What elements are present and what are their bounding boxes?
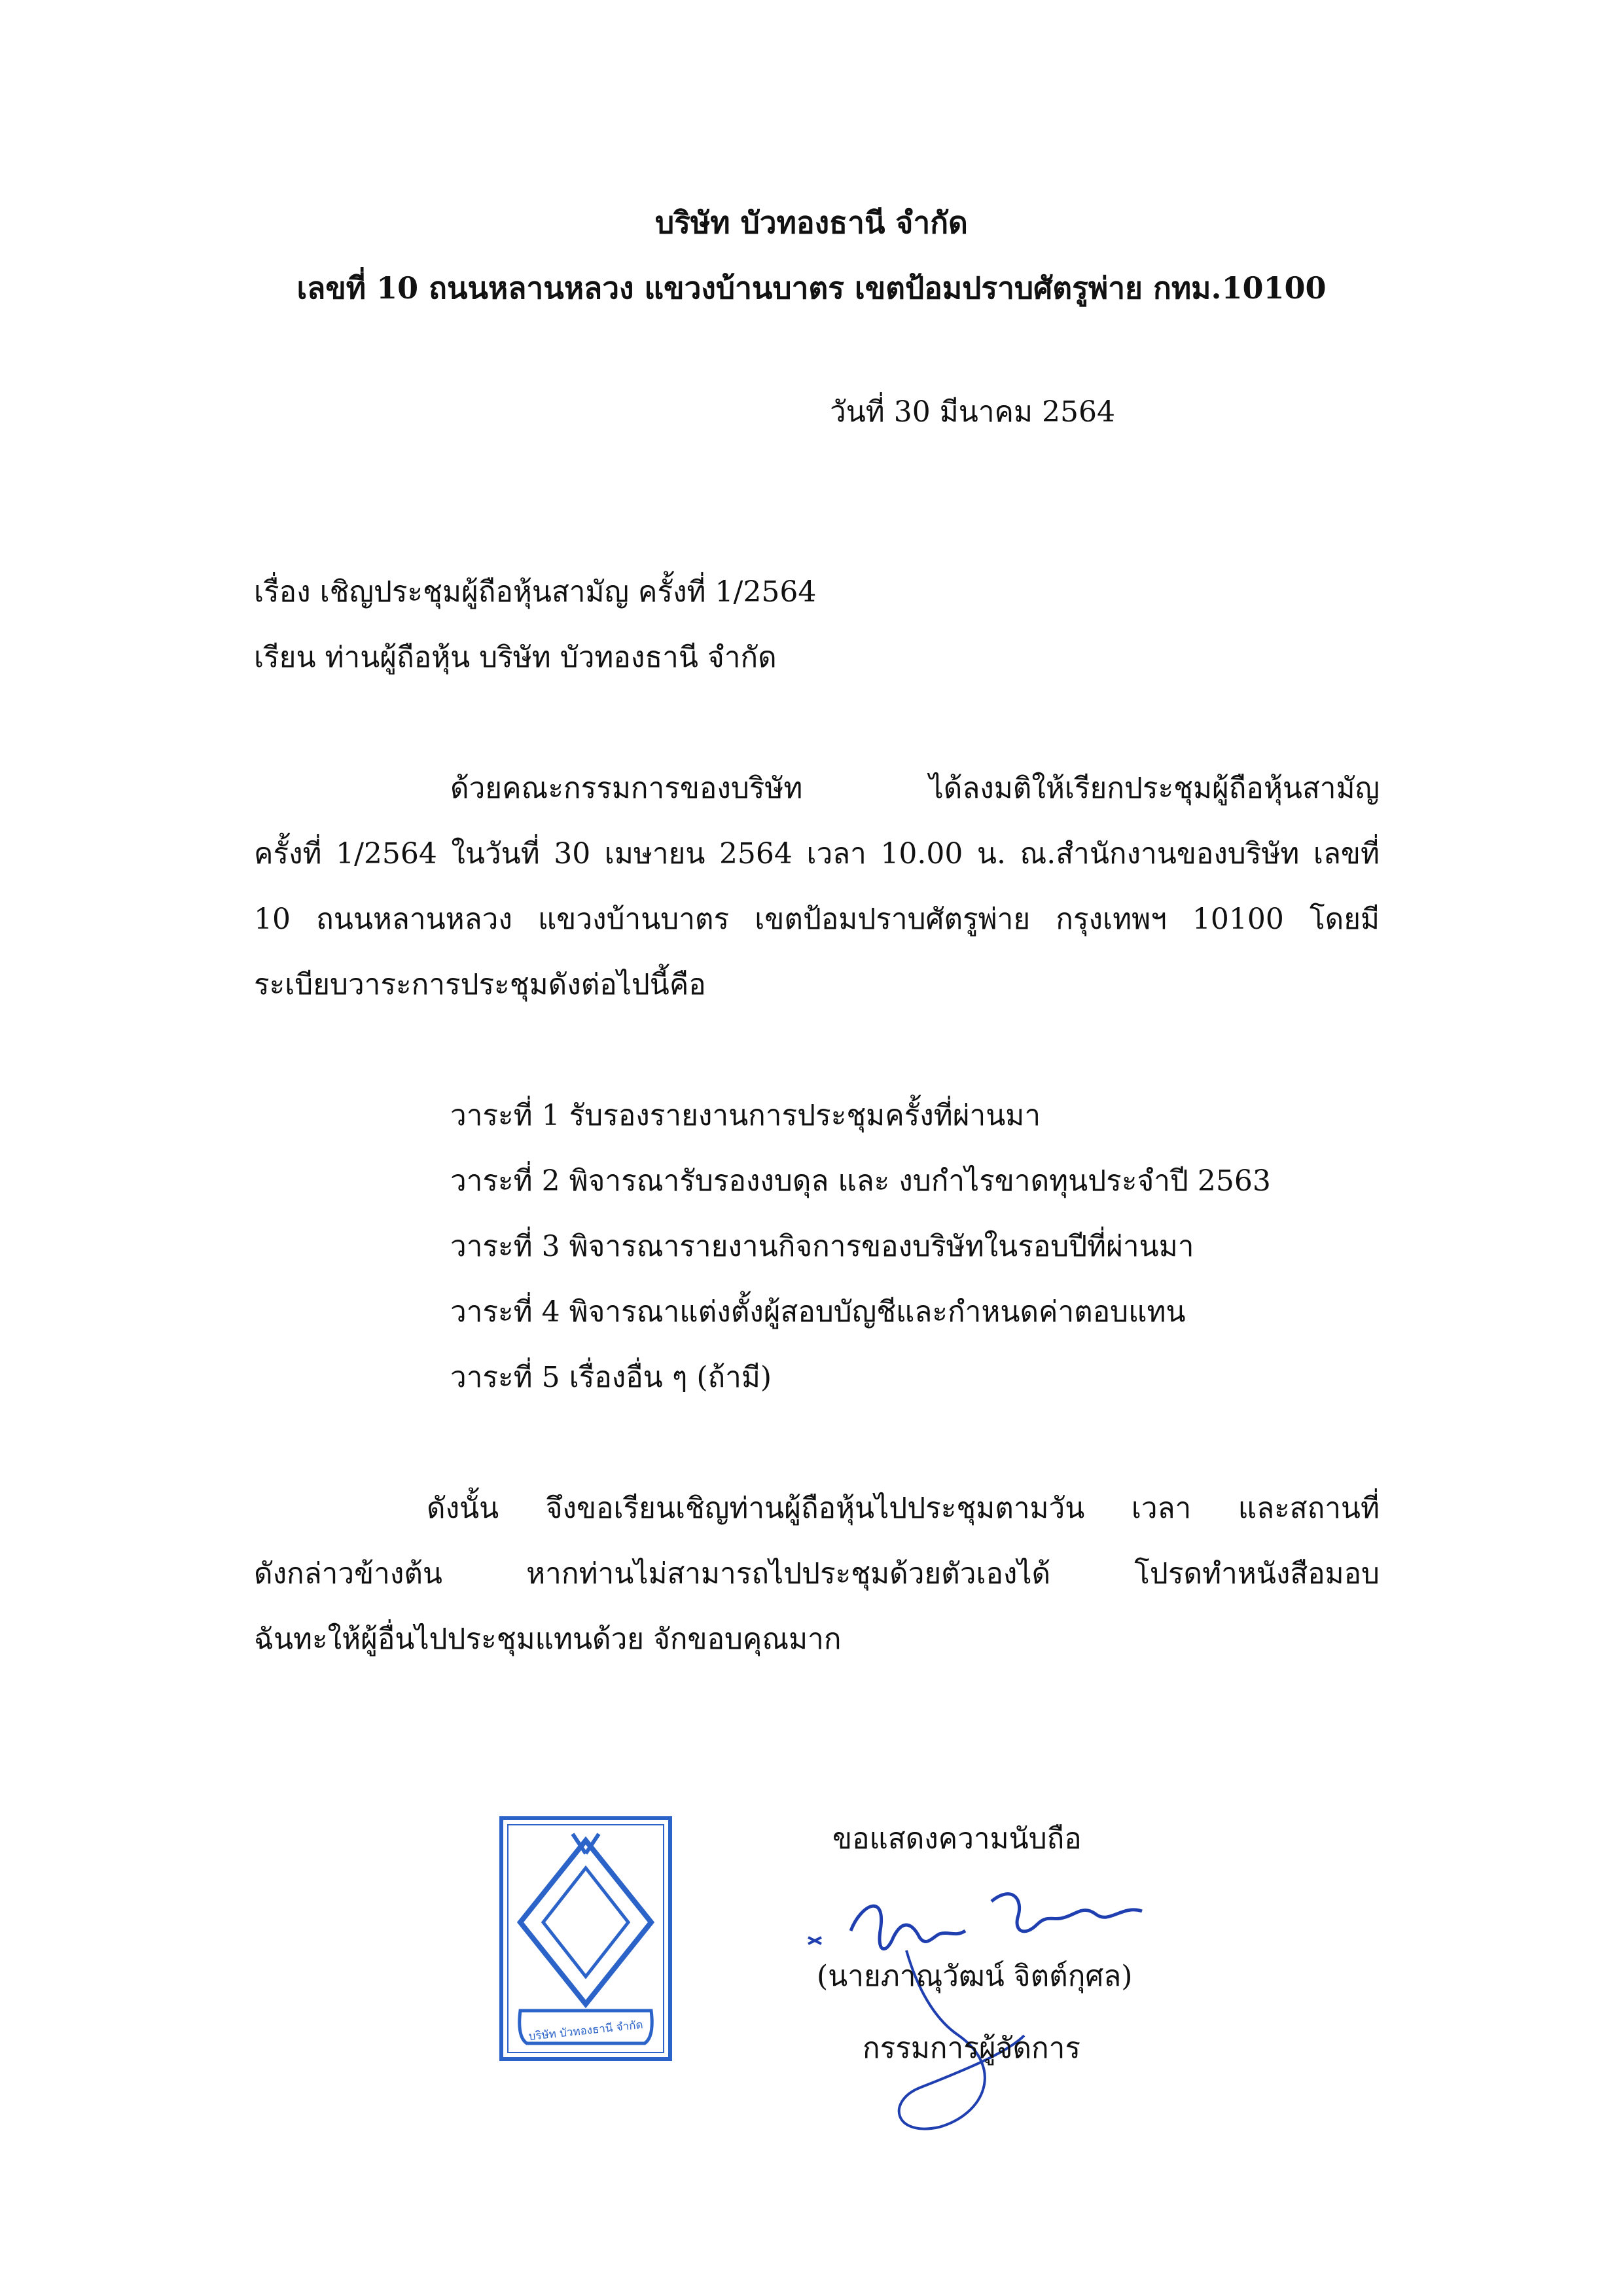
signature bbox=[789, 1839, 1194, 2153]
company-address: เลขที่ 10 ถนนหลานหลวง แขวงบ้านบาตร เขตป้อมปราบศัตรูพ่าย กทม.10100 bbox=[296, 270, 1327, 306]
paragraph-1-line-2: ครั้งที่ 1/2564 ในวันที่ 30 เมษายน 2564 เวลา 10.00 น. ณ.สำนักงานของบริษัท เลขที่ bbox=[254, 837, 1380, 870]
agenda-item: วาระที่ 3 พิจารณารายงานกิจการของบริษัทในรอบปีที่ผ่านมา bbox=[450, 1230, 1194, 1263]
agenda-item: วาระที่ 4 พิจารณาแต่งตั้งผู้สอบบัญชีและกำหนดค่าตอบแทน bbox=[450, 1295, 1186, 1329]
stamp-diamond-inner bbox=[543, 1868, 628, 1977]
company-stamp bbox=[497, 1814, 674, 2063]
paragraph-1-line-4: ระเบียบวาระการประชุมดังต่อไปนี้คือ bbox=[254, 968, 706, 1001]
stamp-label: บริษัท บัวทองธานี จำกัด bbox=[527, 2018, 644, 2044]
paragraph-1-line-3: 10 ถนนหลานหลวง แขวงบ้านบาตร เขตป้อมปราบศัตรูพ่าย กรุงเทพฯ 10100 โดยมี bbox=[254, 903, 1380, 936]
paragraph-2-line-3: ฉันทะให้ผู้อื่นไปประชุมแทนด้วย จักขอบคุณมาก bbox=[254, 1623, 842, 1656]
closing-salutation: ขอแสดงความนับถือ bbox=[832, 1822, 1082, 1856]
stamp-diamond-outer bbox=[520, 1840, 651, 2004]
agenda-item: วาระที่ 2 พิจารณารับรองงบดุล และ งบกำไรขาดทุนประจำปี 2563 bbox=[450, 1164, 1271, 1198]
paragraph-1-line-1: ด้วยคณะกรรมการของบริษัท ได้ลงมติให้เรียกประชุมผู้ถือหุ้นสามัญ bbox=[450, 772, 1380, 805]
stamp-border bbox=[501, 1818, 670, 2059]
paragraph-2-line-1: ดังนั้น จึงขอเรียนเชิญท่านผู้ถือหุ้นไปประชุมตามวัน เวลา และสถานที่ bbox=[427, 1492, 1380, 1525]
signer-position: กรรมการผู้จัดการ bbox=[863, 2032, 1081, 2065]
signer-name: (นายภาณุวัฒน์ จิตต์กุศล) bbox=[817, 1960, 1133, 1993]
company-name: บริษัท บัวทองธานี จำกัด bbox=[655, 205, 968, 240]
letter-date: วันที่ 30 มีนาคม 2564 bbox=[830, 395, 1115, 429]
letter-subject: เรื่อง เชิญประชุมผู้ถือหุ้นสามัญ ครั้งที่ 1/2564 bbox=[254, 575, 817, 609]
letter-recipient: เรียน ท่านผู้ถือหุ้น บริษัท บัวทองธานี จำกัด bbox=[254, 641, 777, 674]
agenda-item: วาระที่ 1 รับรองรายงานการประชุมครั้งที่ผ่านมา bbox=[450, 1099, 1041, 1132]
agenda-item: วาระที่ 5 เรื่องอื่น ๆ (ถ้ามี) bbox=[450, 1361, 772, 1394]
paragraph-2-line-2: ดังกล่าวข้างต้น หากท่านไม่สามารถไปประชุมด้วยตัวเองได้ โปรดทำหนังสือมอบ bbox=[254, 1557, 1380, 1590]
